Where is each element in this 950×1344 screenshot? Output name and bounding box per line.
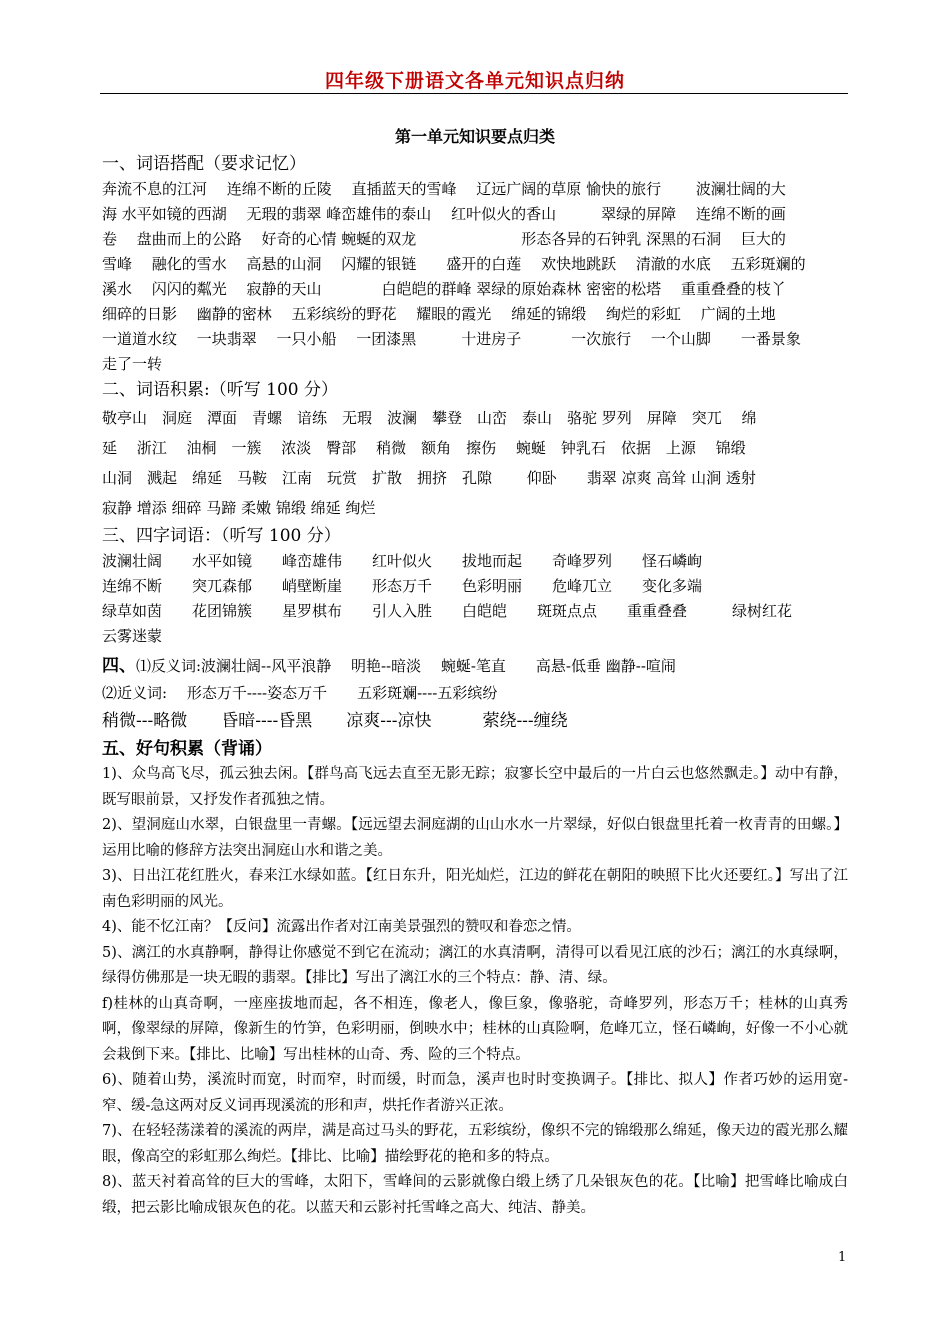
vocab-line: 敬亭山 洞庭 潭面 青螺 谙练 无瑕 波澜 攀登 山峦 泰山 骆驼 罗列 屏障 突兀 绵: [102, 409, 757, 427]
collocation-line: 细碎的日影 幽静的密林 五彩缤纷的野花 耀眼的霞光 绵延的锦缎 绚烂的彩虹 广阔的土地: [102, 305, 776, 323]
sentence-paragraph: f)桂林的山真奇啊，一座座拔地而起，各不相连，像老人，像巨象，像骆驼，奇峰罗列，形态万千；桂林的山真秀啊，像翠绿的屏障，像新生的竹笋，色彩明丽，倒映水中；桂林的山真险啊，危峰兀立，怪石嶙峋，好像一不小心就会栽倒下来。【排比、比喻】写出桂林的山奇、秀、险的三个特点。: [102, 995, 848, 1063]
collocation-line: 雪峰 融化的雪水 高悬的山洞 闪耀的银链 盛开的白莲 欢快地跳跃 清澈的水底 五彩斑斓的: [102, 255, 806, 273]
section-heading-3: 三、四字词语：（听写 100 分）: [102, 526, 341, 546]
document-body: [102, 151, 848, 1221]
sentence-paragraph: 6)、随着山势，溪流时而宽，时而窄，时而缓，时而急，溪声也时时变换调子。【排比、拟人】作者巧妙的运用宽-窄、缓-急这两对反义词再现溪流的形和声，烘托作者游兴正浓。: [102, 1072, 848, 1114]
section-heading-5: 五、好句积累（背诵）: [102, 739, 272, 759]
collocation-line: 海 水平如镜的西湖 无瑕的翡翠 峰峦雄伟的泰山 红叶似火的香山 翠绿的屏障 连绵不断的画: [102, 205, 786, 223]
collocation-line: 走了一转: [102, 355, 163, 373]
antonym-line: [102, 651, 848, 681]
antonyms-text: ⑴反义词:波澜壮阔--风平浪静 明艳--暗淡 蜿蜒-笔直 高悬-低垂 幽静--喧闹: [136, 657, 676, 675]
idiom-line: 绿草如茵 花团锦簇 星罗棋布 引人入胜 白皑皑 斑斑点点 重重叠叠 绿树红花: [102, 602, 793, 620]
synonym-line: ⑵近义词: 形态万千----姿态万千 五彩斑斓----五彩缤纷: [102, 684, 498, 702]
section-heading-2: 二、词语积累:（听写 100 分）: [102, 380, 338, 400]
document-title: 四年级下册语文各单元知识点归纳: [324, 70, 625, 92]
sentence-paragraph: 1)、众鸟高飞尽，孤云独去闲。【群鸟高飞远去直至无影无踪；寂寥长空中最后的一片白云也悠然飘走。】动中有静，既写眼前景，又抒发作者孤独之情。: [102, 766, 848, 808]
page-number: 1: [838, 1250, 847, 1265]
idiom-line: 波澜壮阔 水平如镜 峰峦雄伟 红叶似火 拔地而起 奇峰罗列 怪石嶙峋: [102, 552, 703, 570]
collocation-line: 奔流不息的江河 连绵不断的丘陵 直插蓝天的雪峰 辽远广阔的草原 愉快的旅行 波澜壮阔的大: [102, 180, 786, 198]
sentence-paragraph: 8)、蓝天衬着高耸的巨大的雪峰，太阳下，雪峰间的云影就像白缎上绣了几朵银灰色的花。【比喻】把雪峰比喻成白缎，把云影比喻成银灰色的花。以蓝天和云影衬托雪峰之高大、纯洁、静美。: [102, 1174, 848, 1216]
collocation-line: 溪水 闪闪的粼光 寂静的天山 白皑皑的群峰 翠绿的原始森林 密密的松塔 重重叠叠的枝丫: [102, 280, 786, 298]
idiom-line: 云雾迷蒙: [102, 627, 163, 645]
section-label-4: 四、: [102, 656, 136, 676]
collocation-line: 卷 盘曲而上的公路 好奇的心情 蜿蜒的双龙 形态各异的石钟乳 深黑的石洞 巨大的: [102, 230, 786, 248]
idiom-line: 连绵不断 突兀森郁 峭壁断崖 形态万千 色彩明丽 危峰兀立 变化多端: [102, 577, 703, 595]
sentence-paragraph: 7)、在轻轻荡漾着的溪流的两岸，满是高过马头的野花，五彩缤纷，像织不完的锦缎那么绵延，像天边的霞光那么耀眼，像高空的彩虹那么绚烂。【排比、比喻】描绘野花的艳和多的特点。: [102, 1123, 848, 1165]
section-heading-1: 一、词语搭配（要求记忆）: [102, 154, 306, 174]
title-divider: [100, 93, 848, 94]
vocab-line: 寂静 增添 细碎 马蹄 柔嫩 锦缎 绵延 绚烂: [102, 499, 376, 517]
sentence-paragraph: 5)、漓江的水真静啊，静得让你感觉不到它在流动；漓江的水真清啊，清得可以看见江底的沙石；漓江的水真绿啊，绿得仿佛那是一块无暇的翡翠。【排比】写出了漓江水的三个特点：静、清、绿。: [102, 944, 848, 986]
collocation-line: 一道道水纹 一块翡翠 一只小船 一团漆黑 十进房子 一次旅行 一个山脚 一番景象: [102, 330, 801, 348]
unit-title: 第一单元知识要点归类: [394, 127, 555, 146]
sentence-paragraph: 2)、望洞庭山水翠，白银盘里一青螺。【远远望去洞庭湖的山山水水一片翠绿，好似白银盘里托着一枚青青的田螺。】运用比喻的修辞方法突出洞庭山水和谐之美。: [102, 817, 848, 859]
synonym-line-large: 稍微---略微 昏暗----昏黑 凉爽---凉快 萦绕---缠绕: [102, 711, 568, 731]
sentence-paragraph: 4)、能不忆江南？【反问】流露出作者对江南美景强烈的赞叹和眷恋之情。: [102, 919, 581, 935]
sentence-paragraph: 3)、日出江花红胜火，春来江水绿如蓝。【红日东升，阳光灿烂，江边的鲜花在朝阳的映照下比火还要红。】写出了江南色彩明丽的风光。: [102, 868, 848, 910]
vocab-line: 延 浙江 油桐 一簇 浓淡 臀部 稍微 额角 擦伤 蜿蜒 钟乳石 依据 上源 锦缎: [102, 439, 746, 457]
vocab-line: 山洞 溅起 绵延 马鞍 江南 玩赏 扩散 拥挤 孔隙 仰卧 翡翠 凉爽 高耸 山涧 透射: [102, 469, 756, 487]
